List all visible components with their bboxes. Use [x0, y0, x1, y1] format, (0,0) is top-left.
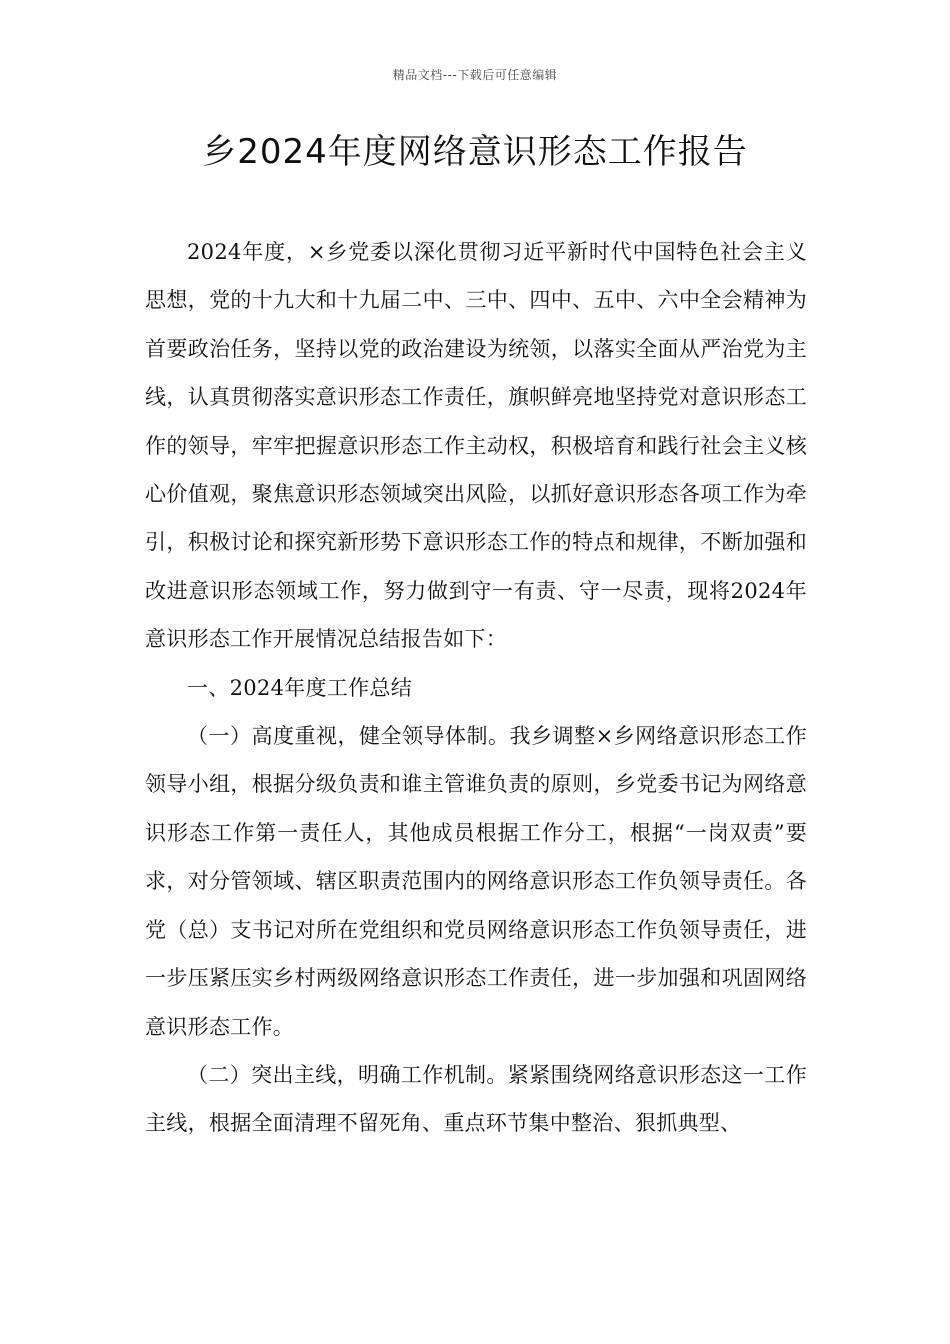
document-body [145, 228, 807, 1148]
paragraph-2: （二）突出主线，明确工作机制。紧紧围绕网络意识形态这一工作主线，根据全面清理不留死角、重点环节集中整治、狠抓典型、 [145, 1062, 807, 1136]
document-title: 乡2024年度网络意识形态工作报告 [202, 132, 748, 172]
paragraph-intro: 2024年度，×乡党委以深化贯彻习近平新时代中国特色社会主义思想，党的十九大和十九届二中、三中、四中、五中、六中全会精神为首要政治任务，坚持以党的政治建设为统领，以落实全面从严治党为主线，认真贯彻落实意识形态工作责任，旗帜鲜亮地坚持党对意识形态工作的领导，牢牢把握意识形态工作主动权，积极培育和践行社会主义核心价值观，聚焦意识形态领域突出风险，以抓好意识形态各项工作为牵引，积极讨论和探究新形势下意识形态工作的特点和规律，不断加强和改进意识形态领域工作，努力做到守一有责、守一尽责，现将2024年意识形态工作开展情况总结报告如下： [145, 240, 807, 652]
header-note: 精品文档---下载后可任意编辑 [392, 68, 558, 82]
paragraph-1: （一）高度重视，健全领导体制。我乡调整×乡网络意识形态工作领导小组，根据分级负责和谁主管谁负责的原则，乡党委书记为网络意识形态工作第一责任人，其他成员根据工作分工，根据“一岗双责”要求，对分管领域、辖区职责范围内的网络意识形态工作负领导责任。各党（总）支书记对所在党组织和党员网络意识形态工作负领导责任，进一步压紧压实乡村两级网络意识形态工作责任，进一步加强和巩固网络意识形态工作。 [145, 724, 807, 1039]
section-heading-1: 一、2024年度工作总结 [187, 675, 413, 700]
